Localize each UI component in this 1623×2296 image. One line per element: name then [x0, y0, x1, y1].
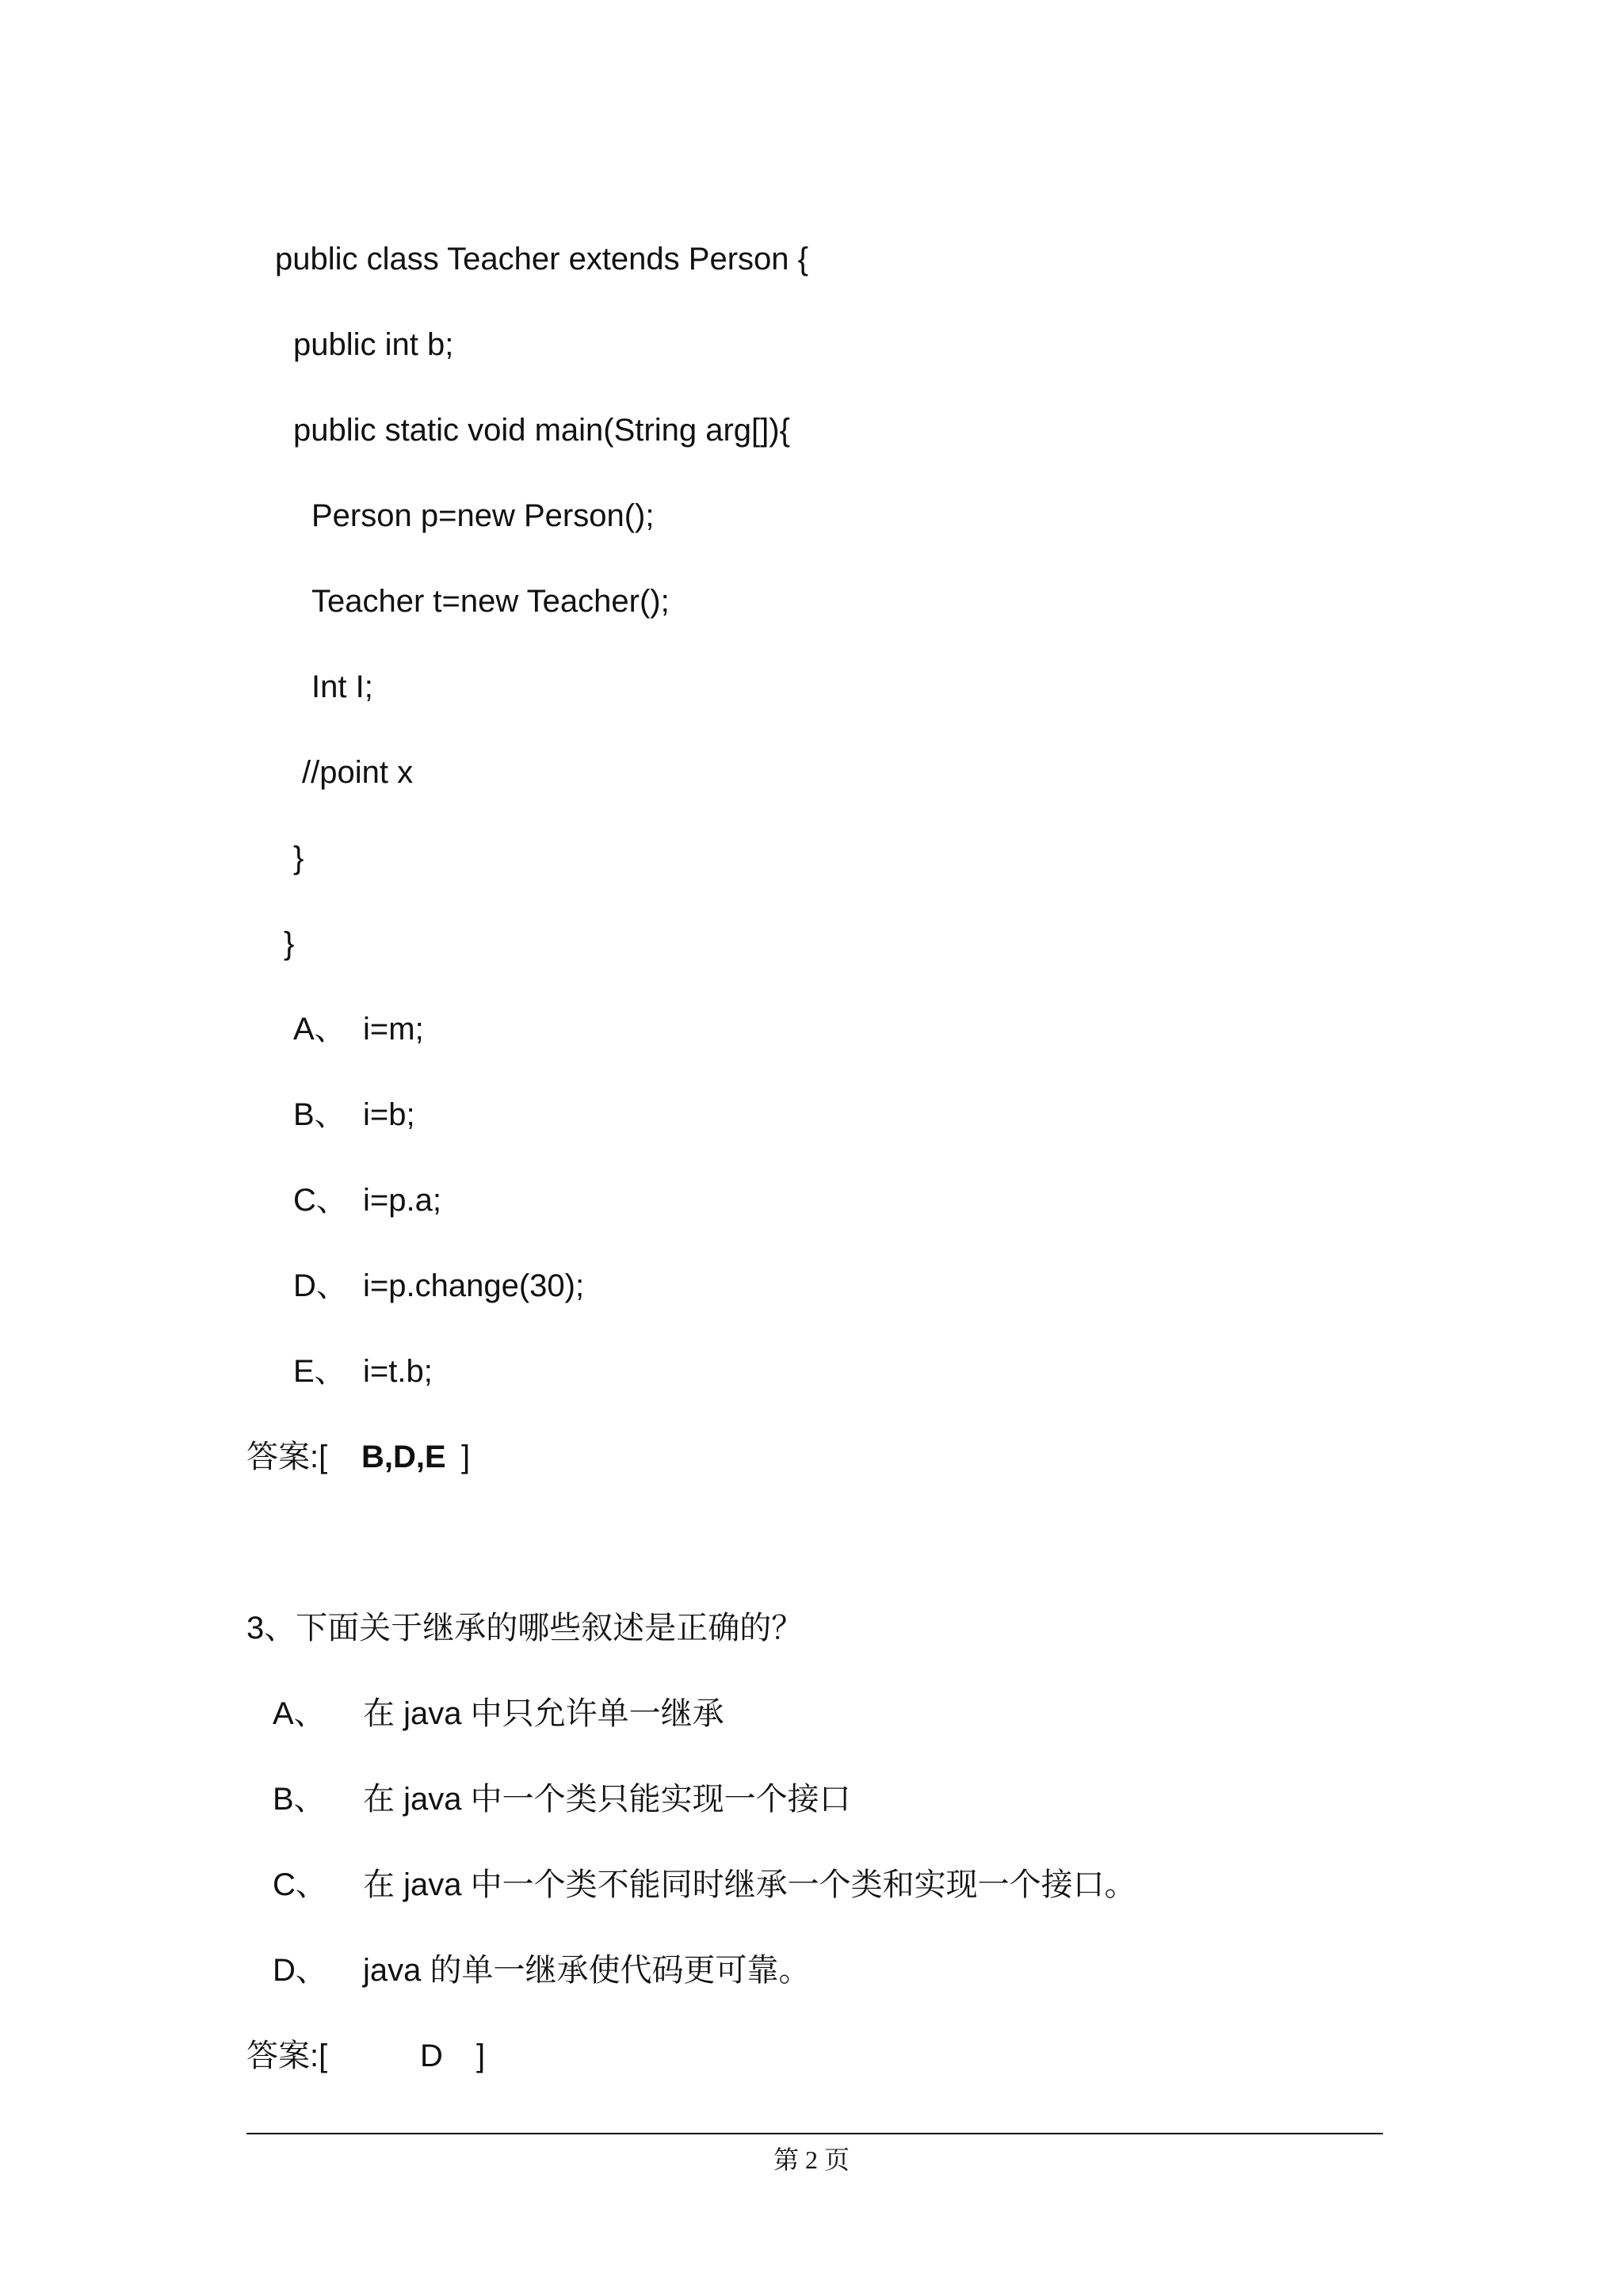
answer-prefix: 答案:[	[246, 1440, 328, 1474]
option-letter: E、	[293, 1354, 346, 1389]
option-letter: C、	[293, 1183, 348, 1218]
answer-suffix: ]	[461, 1440, 471, 1474]
code-line-comment: //point x	[302, 755, 414, 790]
option-text: java 的单一继承使代码更可靠。	[363, 1953, 811, 1988]
option-letter: A、	[273, 1696, 326, 1731]
code-line-new-teacher: Teacher t=new Teacher();	[311, 584, 670, 619]
option-text: 在 java 中一个类只能实现一个接口	[363, 1782, 851, 1817]
answer-suffix: ]	[476, 2039, 486, 2073]
answer-prefix: 答案:[	[246, 2039, 328, 2073]
page-number: 第 2 页	[773, 2145, 850, 2174]
code-line-field: public int b;	[293, 327, 454, 362]
option-letter: C、	[273, 1867, 327, 1902]
option-text: i=p.change(30);	[363, 1268, 585, 1303]
option-letter: B、	[293, 1097, 346, 1132]
code-line-main-decl: public static void main(String arg[]){	[293, 413, 790, 448]
code-line-new-person: Person p=new Person();	[311, 498, 655, 533]
option-letter: D、	[273, 1953, 327, 1988]
option-text: 在 java 中只允许单一继承	[363, 1696, 724, 1731]
code-line-class-decl: public class Teacher extends Person {	[275, 242, 808, 277]
code-line-close-class: }	[284, 926, 295, 961]
option-letter: B、	[273, 1782, 326, 1817]
question3-title: 3、下面关于继承的哪些叙述是正确的？	[246, 1611, 804, 1646]
code-line-int-decl: Int I;	[311, 669, 373, 704]
code-line-close-main: }	[293, 841, 304, 875]
option-letter: A、	[293, 1012, 346, 1047]
answer-value: B,D,E	[361, 1440, 446, 1474]
option-text: i=p.a;	[363, 1183, 441, 1218]
option-text: 在 java 中一个类不能同时继承一个类和实现一个接口。	[363, 1867, 1136, 1902]
option-letter: D、	[293, 1268, 348, 1303]
option-text: i=m;	[363, 1012, 424, 1047]
option-text: i=b;	[363, 1097, 415, 1132]
answer-value: D	[420, 2039, 443, 2073]
option-text: i=t.b;	[363, 1354, 433, 1389]
footer-divider	[246, 2133, 1383, 2134]
